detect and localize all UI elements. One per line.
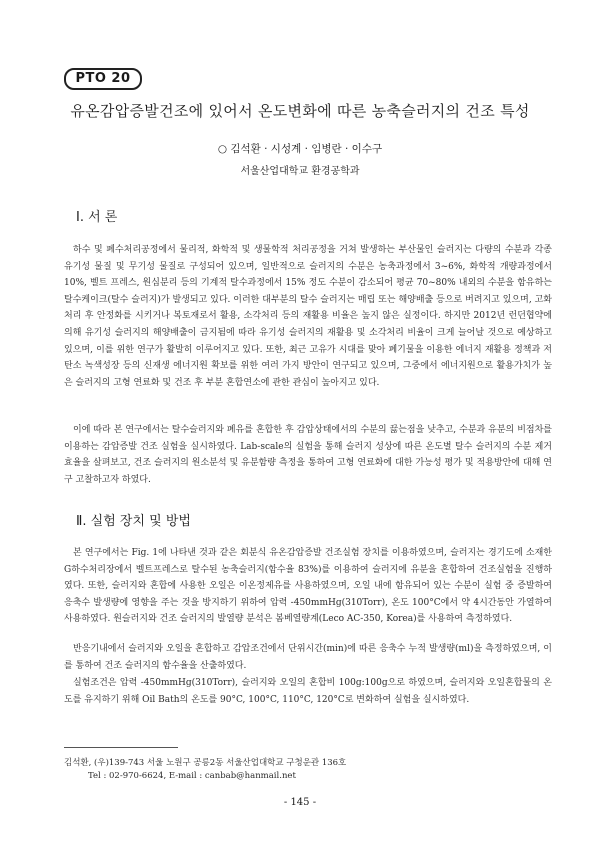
- session-badge: PTO 20: [64, 68, 142, 90]
- section-heading-methods: Ⅱ. 실험 장치 및 방법: [76, 514, 191, 529]
- section-heading-introduction: Ⅰ. 서 론: [76, 210, 118, 225]
- authors: ○ 김석환 · 시성계 · 임병란 · 이수구: [217, 143, 383, 155]
- body-paragraph: 본 연구에서는 Fig. 1에 나타낸 것과 같은 회분식 유온감압증발 건조실험 장치를 이용하였으며, 슬러지는 경기도에 소재한 G하수처리장에서 벨트프레스로 탈수된 농축슬러지(함수율 83%)를 이용하여 슬러지에 유분을 혼합하여 건조실험을 진행하였다. 또한, 슬러지와 혼합에 사용한 오일은 이온정제유를 사용하였으며, 오일 내에 함유되어 있는 수분이 실험 중 증발하여 응축수 발생량에 영향을 주는 것을 방지하기 위하여 압력 -450mmHg(310Torr), 온도 100°C에서 약 4시간동안 가열하여 사용하였다. 원슬러지와 건조 슬러지의 발열량 분석은 봄베열량계(Leco AC-350, Korea)를 사용하여 측정하였다.: [64, 548, 552, 625]
- footnote-contact: Tel : 02-970-6624, E-mail : canbab@hanmail.net: [88, 771, 296, 781]
- body-paragraph: 하수 및 폐수처리공정에서 물리적, 화학적 및 생물학적 처리공정을 거쳐 발생하는 부산물인 슬러지는 다량의 수분과 각종 유기성 물질 및 무기성 물질로 구성되어 있으며, 일반적으로 슬러지의 수분은 농축과정에서 3~6%, 화학적 개량과정에서 10%, 벨트 프레스, 원심분리 등의 기계적 탈수과정에서 15% 정도 수분이 감소되어 평균 70~80% 내외의 수분을 함유하는 탈수케이크(탈수 슬러지)가 발생되고 있다. 이러한 대부분의 탈수 슬러지는 매립 또는 해양배출 등으로 버려지고 있으며, 고화처리 후 안정화를 시키거나 복토재로서 활용, 소각처리 등의 재활용 비율은 높지 않은 실정이다. 하지만 2012년 런던협약에 의해 유기성 슬러지의 해양배출이 금지됨에 따라 유기성 슬러지의 재활용 및 소각처리 비율이 크게 늘어날 것으로 예상하고 있으며, 이를 위한 연구가 활발히 이루어지고 있다. 또한, 최근 고유가 시대를 맞아 폐기물을 이용한 에너지 재활용 정책과 저탄소 녹색성장 등의 신재생 에너지원 확보를 위한 여러 가지 방안이 연구되고 있으며, 그중에서 에너지원으로 활용가치가 높은 슬러지의 고형 연료화 및 건조 후 부분 혼합연소에 관한 관심이 높아지고 있다.: [64, 245, 552, 388]
- paper-title: 유온감압증발건조에 있어서 온도변화에 따른 농축슬러지의 건조 특성: [70, 102, 530, 120]
- body-paragraph: 반응기내에서 슬러지와 오일을 혼합하고 감압조건에서 단위시간(min)에 따른 응축수 누적 발생량(ml)을 측정하였으며, 이를 통하여 건조 슬러지의 함수율을 산출하였다.: [64, 644, 552, 671]
- affiliation: 서울산업대학교 환경공학과: [240, 166, 360, 177]
- page-number: - 145 -: [283, 797, 317, 808]
- footnote-rule: [64, 747, 178, 748]
- body-paragraph: 실험조건은 압력 -450mmHg(310Torr), 슬러지와 오일의 혼합비 100g:100g으로 하였으며, 슬러지와 오일혼합물의 온도를 유지하기 위해 Oil Bath의 온도를 90°C, 100°C, 110°C, 120°C로 변화하여 실험을 실시하였다.: [64, 678, 552, 705]
- footnote-address: 김석환, (우)139-743 서울 노원구 공릉2동 서울산업대학교 구청운관 136호: [64, 758, 347, 768]
- body-paragraph: 이에 따라 본 연구에서는 탈수슬러지와 폐유를 혼합한 후 감압상태에서의 수분의 끓는점을 낮추고, 수분과 유분의 비점차를 이용하는 감압증발 건조 실험을 실시하였다. Lab-scale의 실험을 통해 슬러지 성상에 따른 온도별 탈수 슬러지의 수분 제거효율을 살펴보고, 건조 슬러지의 원소분석 및 유분함량 측정을 통하여 고형 연료화에 대한 가능성 평가 및 적용방안에 대해 연구 고찰하고자 하였다.: [64, 425, 552, 485]
